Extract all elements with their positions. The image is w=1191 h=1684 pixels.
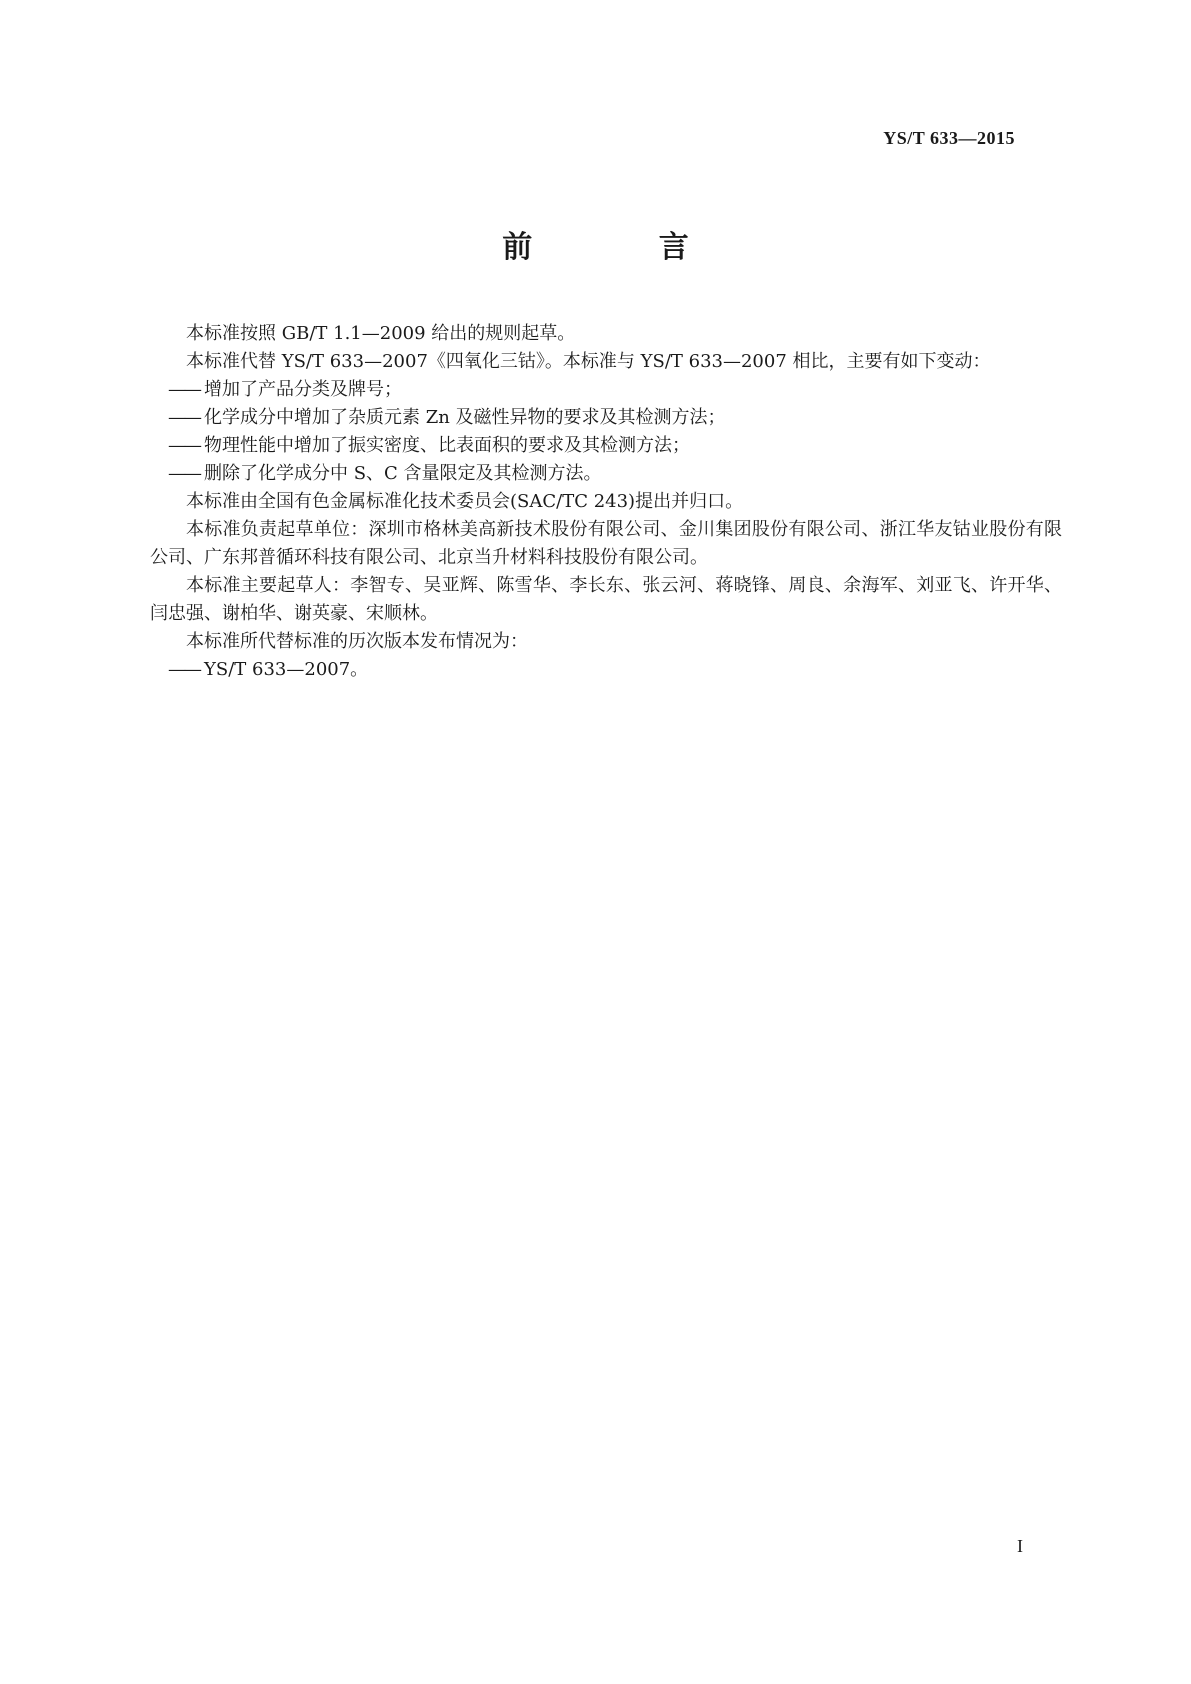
- list-dash: ——: [168, 407, 200, 428]
- list-dash: ——: [168, 463, 200, 484]
- list-item-text: 化学成分中增加了杂质元素 Zn 及磁性异物的要求及其检测方法；: [204, 407, 726, 428]
- paragraph-drafting-rules: 本标准按照 GB/T 1.1—2009 给出的规则起草。: [186, 323, 576, 344]
- paragraph-replacement: 本标准代替 YS/T 633—2007《四氧化三钴》。本标准与 YS/T 633—2007 相比，主要有如下变动：: [186, 351, 991, 372]
- paragraph-drafting-units: 本标准负责起草单位：深圳市格林美高新技术股份有限公司、金川集团股份有限公司、浙江华友钴业股份有限公司、广东邦普循环科技有限公司、北京当升材料科技股份有限公司。: [150, 519, 1062, 568]
- page-title: 前 言: [502, 230, 747, 265]
- list-item: [150, 404, 1062, 432]
- paragraph-proposed-by: 本标准由全国有色金属标准化技术委员会(SAC/TC 243)提出并归口。: [186, 491, 744, 512]
- paragraph-drafters: 本标准主要起草人：李智专、吴亚辉、陈雪华、李长东、张云河、蒋晓锋、周良、余海军、刘亚飞、许开华、闫忠强、谢柏华、谢英豪、宋顺林。: [150, 575, 1062, 624]
- list-item-text: 增加了产品分类及牌号；: [204, 379, 402, 400]
- standard-code: YS/T 633—2015: [883, 128, 1015, 148]
- list-item-text: 删除了化学成分中 S、C 含量限定及其检测方法。: [204, 463, 602, 484]
- paragraph-history-intro: 本标准所代替标准的历次版本发布情况为：: [186, 631, 528, 652]
- list-item: [150, 376, 1062, 404]
- list-item: [150, 460, 1062, 488]
- history-item-text: YS/T 633—2007。: [204, 659, 369, 680]
- document-body: [150, 320, 1062, 684]
- list-dash: ——: [168, 659, 200, 680]
- page-number: I: [1017, 1536, 1023, 1556]
- list-dash: ——: [168, 379, 200, 400]
- history-item: [150, 656, 1062, 684]
- list-item: [150, 432, 1062, 460]
- list-dash: ——: [168, 435, 200, 456]
- list-item-text: 物理性能中增加了振实密度、比表面积的要求及其检测方法；: [204, 435, 690, 456]
